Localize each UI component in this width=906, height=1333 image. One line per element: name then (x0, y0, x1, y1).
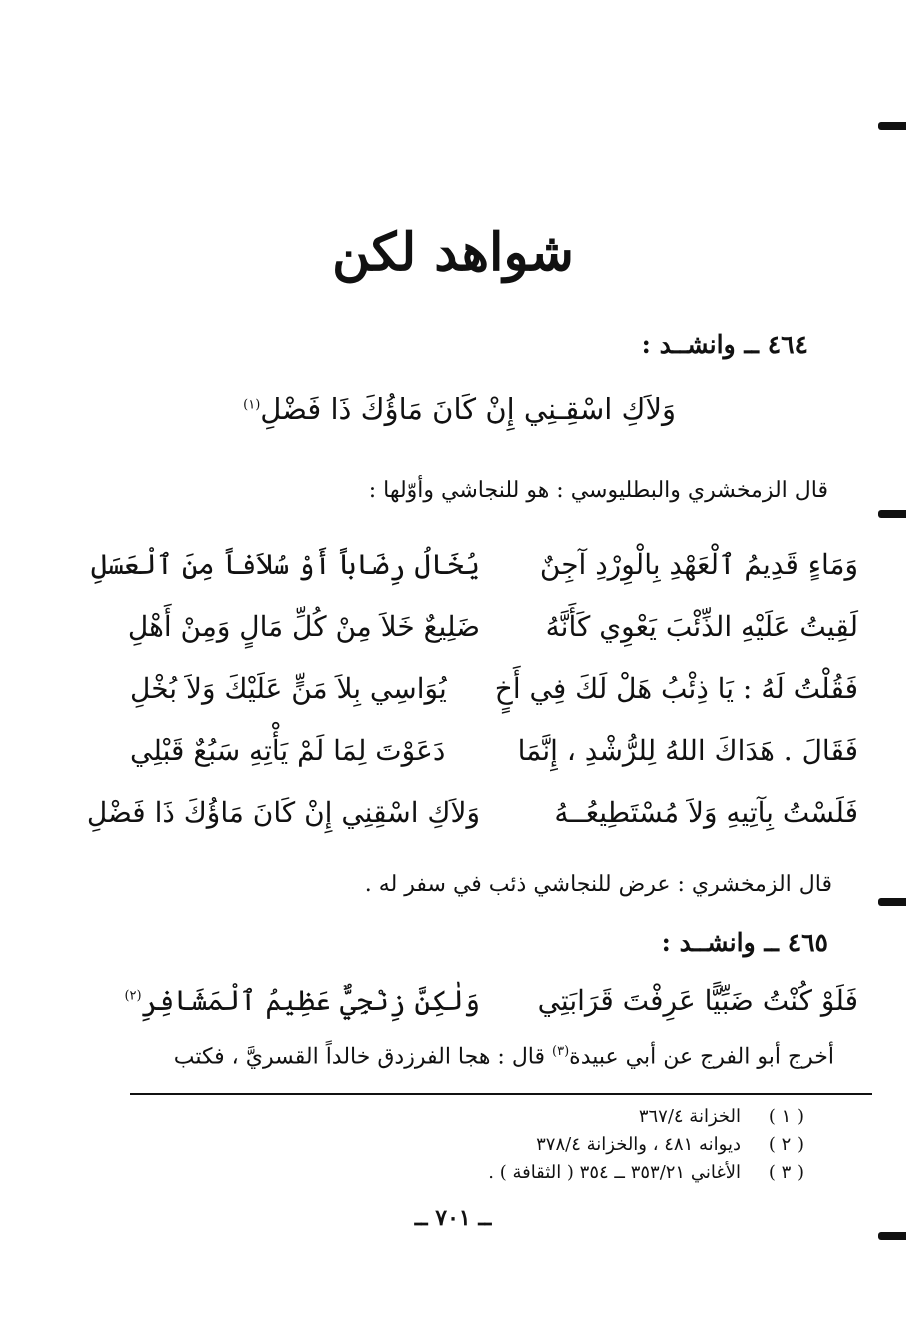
footnote-text: ديوانه ٤٨١ ، والخزانة ٣٧٨/٤ (536, 1134, 741, 1155)
scan-edge-mark (878, 1232, 906, 1240)
footnote-text: الخزانة ٣٦٧/٤ (638, 1106, 741, 1127)
chapter-title: شواهد لكن (332, 222, 574, 283)
footnote-marker: (٢) (124, 988, 142, 1004)
poem-hemistich-left: يُوَاسِي بِلاَ مَنٍّ عَلَيْكَ وَلاَ بُخْلِ (130, 672, 447, 705)
footnote-number: ( ١ ) (768, 1106, 804, 1127)
verse-text: وَلٰكِنَّ زِنْجِيٌّ عَظِيمُ ٱلْمَشَافِرِ (141, 984, 480, 1017)
footnote-divider (130, 1093, 872, 1095)
verse-hemistich-left (124, 984, 480, 1017)
commentary-line: قال الزمخشري والبطليوسي : هو للنجاشي وأوّلها : (368, 478, 828, 503)
entry-heading: ٤٦٤ ــ وانشــد : (641, 330, 808, 359)
footnote-text: الأغاني ٣٥٣/٢١ ــ ٣٥٤ ( الثقافة ) . (488, 1162, 741, 1183)
commentary-line: قال الزمخشري : عرض للنجاشي ذئب في سفر له . (364, 872, 832, 897)
poem-hemistich-left: ضَلِيعٌ خَلاَ مِنْ كُلِّ مَالٍ وَمِنْ أَهْلِ (127, 610, 480, 643)
scan-edge-mark (878, 122, 906, 130)
poem-hemistich-right: فَقَالَ . هَدَاكَ اللهُ لِلرُّشْدِ ، إِنَّمَا (517, 734, 858, 767)
poem-hemistich-right: لَقِيتُ عَلَيْهِ الذِّئْبَ يَعْوِي كَأَنَّهُ (545, 610, 858, 643)
poem-hemistich-left: وَلاَكِ اسْقِنِي إِنْ كَانَ مَاؤُكَ ذَا فَضْلِ (86, 796, 480, 829)
poem-hemistich-left: دَعَوْتَ لِمَا لَمْ يَأْتِهِ سَبُعٌ قَبْلِي (130, 734, 446, 767)
footnote-marker: (٣) (552, 1044, 570, 1059)
footnote-marker: (١) (243, 397, 261, 413)
footnote-number: ( ٣ ) (768, 1162, 804, 1183)
page-number: ــ ٧٠١ ــ (414, 1205, 492, 1231)
poem-hemistich-left: يُخَالُ رِضَاباً أَوْ سُلاَفاً مِنَ ٱلْعَسَلِ (90, 548, 480, 581)
quoted-verse (243, 392, 676, 426)
prose-line (174, 1044, 834, 1069)
scan-edge-mark (878, 898, 906, 906)
verse-text: وَلاَكِ اسْقِـنِي إِنْ كَانَ مَاؤُكَ ذَا فَضْلِ (260, 392, 676, 426)
verse-hemistich-right: فَلَوْ كُنْتُ ضَبِّيًّا عَرِفْتَ قَرَابَتِي (537, 984, 858, 1017)
scan-edge-mark (878, 510, 906, 518)
prose-text: أخرج أبو الفرج عن أبي عبيدة (569, 1044, 834, 1070)
poem-hemistich-right: فَقُلْتُ لَهُ : يَا ذِئْبُ هَلْ لَكَ فِي أَخٍ (494, 672, 858, 705)
poem-hemistich-right: فَلَسْتُ بِآتِيهِ وَلاَ مُسْتَطِيعُــهُ (554, 796, 858, 829)
poem-hemistich-right: وَمَاءٍ قَدِيمُ ٱلْعَهْدِ بِالْوِرْدِ آجِنٌ (539, 548, 858, 581)
entry-heading: ٤٦٥ ــ وانشــد : (661, 928, 828, 957)
footnote-number: ( ٢ ) (768, 1134, 804, 1155)
prose-text: قال : هجا الفرزدق خالداً القسريَّ ، فكتب (173, 1044, 553, 1070)
